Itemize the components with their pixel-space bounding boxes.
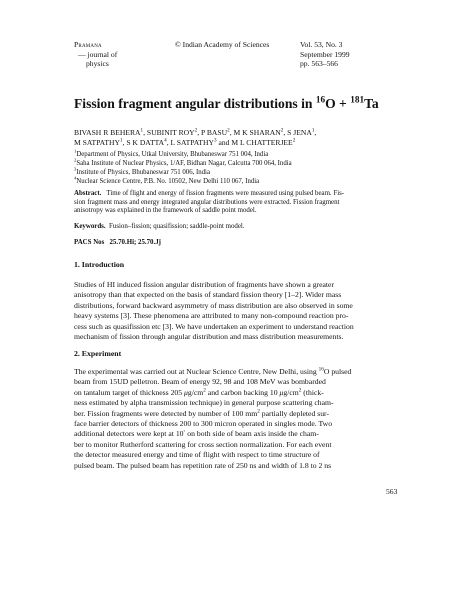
- abstract-line: anisotropy was explained in the framework of saddle point model.: [74, 207, 257, 215]
- affiliation-list: [74, 150, 292, 186]
- text-line: beam from 15UD pelletron. Beam of energy 92, 98 and 108 MeV was bombarded: [74, 377, 326, 387]
- volume: Vol. 53, No. 3: [300, 40, 343, 49]
- page-number: 563: [386, 487, 398, 496]
- abstract-line: Abstract. Time of flight and energy of fission fragments were measured using pulsed beam. Fis-: [74, 190, 345, 197]
- text-line: the detector measured energy and time of flight with respect to time structure of: [74, 450, 320, 460]
- affiliation: $^1$Department of Physics, Utkal University, Bhubaneswar 751 004, India: [74, 148, 269, 158]
- text-line: distributions, forward backward asymmetry of mass distribution are also observed in some: [74, 300, 353, 310]
- copyright-notice: © Indian Academy of Sciences: [175, 40, 270, 49]
- page-range: pp. 563–566: [300, 59, 338, 68]
- text-line: anisotropy than that expected on the basis of standard fission theory [1–2]. Wider mass: [74, 290, 342, 300]
- issue-date: September 1999: [300, 49, 350, 59]
- journal-header: [74, 40, 117, 69]
- affiliation: $^2$Saha Institute of Nuclear Physics, 1/AF, Bidhan Nagar, Calcutta 700 064, India: [74, 157, 292, 167]
- author-line: BIVASH R BEHERA$^1$, SUBINIT ROY$^2$, P BASU$^2$, M K SHARAN$^2$, S JENA$^1$,: [74, 127, 317, 137]
- affiliation: $^4$Nuclear Science Centre, P.B. No. 10502, New Delhi 110 067, India: [74, 175, 260, 185]
- text-line: on tantalum target of thickness 205 $\mu g/cm^2$ and carbon backing 10 $\mu g/cm^2$ (thick-: [74, 387, 324, 397]
- affiliation: $^3$Institute of Physics, Bhubaneswar 751 006, India: [74, 166, 210, 176]
- introduction-text: [74, 280, 404, 342]
- abstract: [74, 190, 404, 216]
- paper-title: Fission fragment angular distributions in $^{16}$O + $^{181}$Ta: [74, 94, 379, 111]
- keywords-text: Fusion–fission; quasifission; saddle-point model.: [109, 223, 245, 230]
- journal-name: Pramana: [74, 40, 102, 49]
- pacs-numbers: [74, 239, 161, 248]
- text-line: mechanism of fission through angular distribution and mass distribution measurements.: [74, 332, 344, 342]
- text-line: cess such as quasifission etc [3]. We have undertaken an experiment to understand reaction: [74, 321, 354, 331]
- text-line: pulsed beam. The pulsed beam has repetition rate of 250 ns and width of 1.8 to 2 ns: [74, 460, 332, 470]
- abstract-line: sion fragment mass and energy integrated angular distributions were extracted. Fission fragment: [74, 198, 340, 206]
- pacs-text: 25.70.Hi; 25.70.Jj: [109, 239, 161, 246]
- section-heading-introduction: 1. Introduction: [74, 260, 125, 269]
- text-line: The experimental was carried out at Nuclear Science Centre, New Delhi, using $^{16}$O pulsed: [74, 366, 352, 376]
- abstract-label: Abstract.: [74, 190, 102, 197]
- text-line: ness estimated by alpha transmission technique) in general purpose scattering cham-: [74, 398, 334, 408]
- author-list: [74, 128, 316, 148]
- text-line: ber. Fission fragments were detected by number of 100 $mm^2$ partially depleted sur-: [74, 408, 330, 418]
- journal-subtitle-line: physics: [86, 59, 109, 68]
- text-line: Studies of HI induced fission angular distribution of fragments have shown a greater: [74, 280, 335, 289]
- volume-info: [300, 40, 350, 69]
- section-heading-experiment: 2. Experiment: [74, 349, 122, 358]
- keywords: [74, 223, 245, 232]
- text-line: heavy systems [3]. These phenomena are attributed to many non-compound reaction pro-: [74, 311, 349, 321]
- author-line: M SATPATHY$^1$, S K DATTA$^4$, L SATPATHY$^3$ and M L CHATTERJEE$^2$: [74, 137, 296, 147]
- experiment-text: [74, 367, 404, 471]
- text-line: ber to monitor Rutherford scattering for cross section normalization. For each event: [74, 439, 332, 449]
- text-line: additional detectors were kept at 10◦ on both side of beam axis inside the cham-: [74, 428, 319, 439]
- journal-subtitle-line: — journal of: [78, 49, 118, 59]
- pacs-label: PACS Nos: [74, 239, 105, 246]
- text-line: face barrier detectors of thickness 200 to 300 micron operated in singles mode. Two: [74, 419, 333, 429]
- keywords-label: Keywords.: [74, 223, 106, 230]
